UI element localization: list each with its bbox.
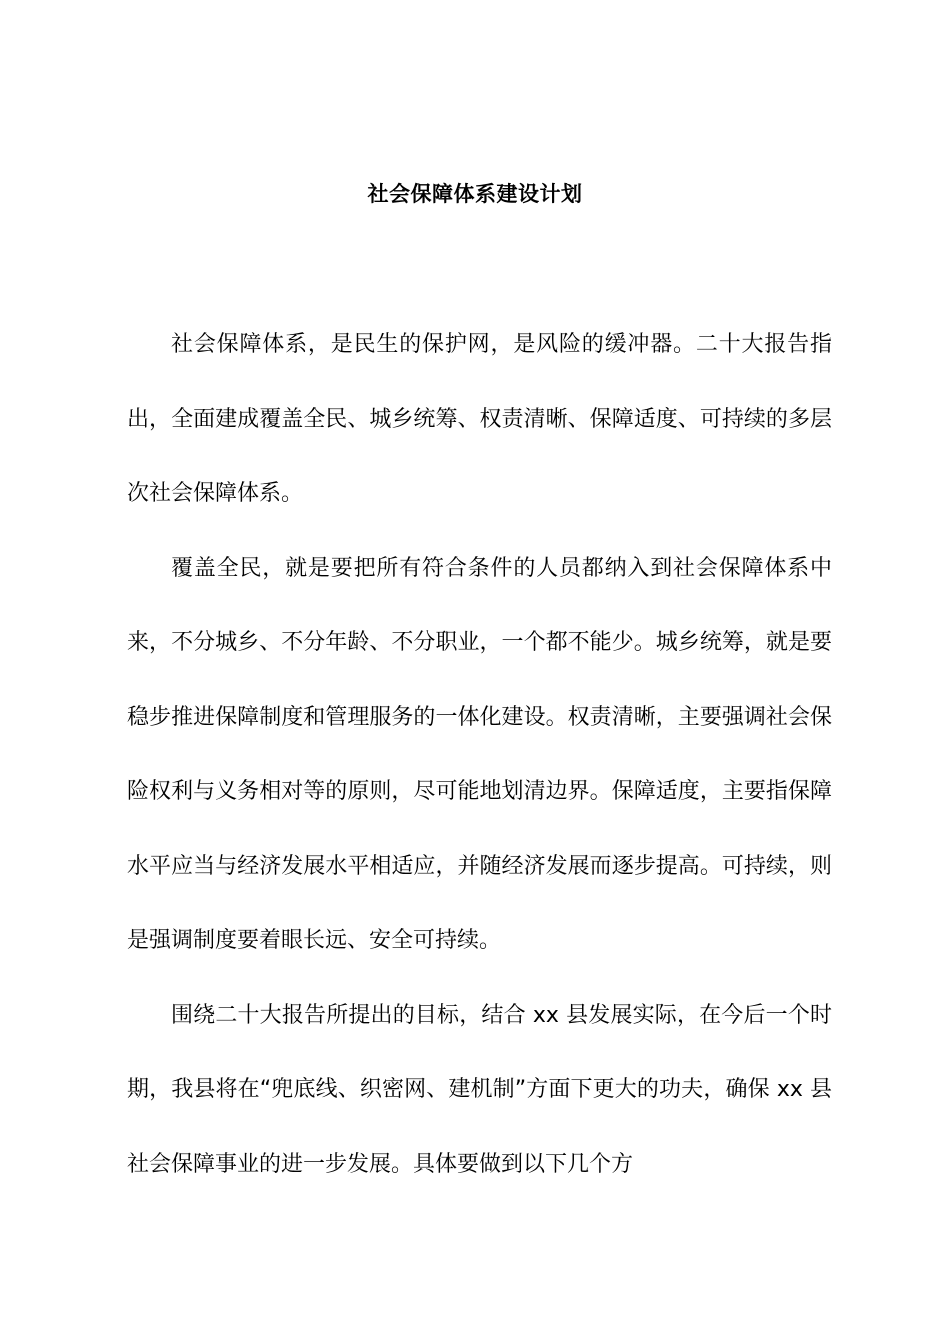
paragraph-2: 覆盖全民，就是要把所有符合条件的人员都纳入到社会保障体系中来，不分城乡、不分年龄、不分职业，一个都不能少。城乡统筹，就是要稳步推进保障制度和管理服务的一体化建设。权责清晰，主要强调社会保险权利与义务相对等的原则，尽可能地划清边界。保障适度，主要指保障水平应当与经济发展水平相适应，并随经济发展而逐步提高。可持续，则是强调制度要着眼长远、安全可持续。 xyxy=(127,555,832,953)
document-title: 社会保障体系建设计划 xyxy=(367,182,583,206)
paragraph-3: 围绕二十大报告所提出的目标，结合 xx 县发展实际，在今后一个时期，我县将在“兜底线、织密网、建机制”方面下更大的功夫，确保 xx 县社会保障事业的进一步发展。具体要做到以下几个方 xyxy=(127,1002,832,1177)
paragraph-1: 社会保障体系，是民生的保护网，是风险的缓冲器。二十大报告指出，全面建成覆盖全民、城乡统筹、权责清晰、保障适度、可持续的多层次社会保障体系。 xyxy=(127,332,832,506)
document-body xyxy=(127,308,832,1202)
